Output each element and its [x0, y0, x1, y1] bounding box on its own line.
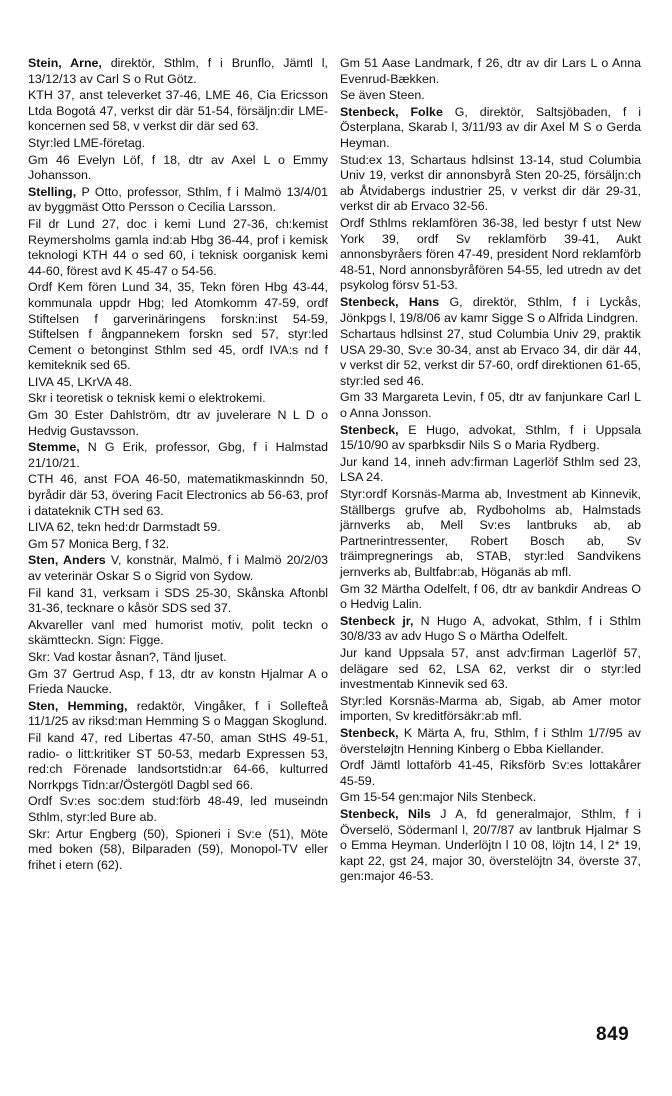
entry-text: J A, fd generalmajor, Sthlm, f i Överselö, Södermanl l, 20/7/87 av lantbruk Hjalmar S o Emma Heyman. Underlöjtn l 10 08, löjtn 14, l 2* 19, kapt 22, gst 24, major 30, överstelöjtn 34, överste 37, gen:major 46-53.: [340, 806, 641, 884]
entry-text: Gm 57 Monica Berg, f 32.: [28, 536, 170, 551]
entry-paragraph: [340, 295, 641, 326]
entry-text: N G Erik, professor, Gbg, f i Halmstad 21/10/21.: [28, 440, 328, 470]
entry-name: Stein, Arne,: [28, 56, 102, 70]
entry-text: Fil kand 31, verksam i SDS 25-30, Skånska Aftonbl 31-36, tecknare o kåsör SDS sed 37.: [28, 585, 328, 616]
page-number: 849: [596, 1024, 630, 1045]
entry-text-paragraph: [340, 487, 641, 581]
entry-text: redaktör, Vingåker, f i Sollefteå 11/1/25 av riksd:man Hemming S o Maggan Skoglund.: [28, 698, 328, 729]
entry-text-paragraph: [28, 520, 328, 536]
entry-text: Gm 30 Ester Dahlström, dtr av juvelerare N L D o Hedvig Gustavsson.: [28, 408, 328, 438]
entry-text-paragraph: [28, 586, 328, 617]
entry-text-paragraph: [28, 88, 328, 135]
entry-text: Gm 51 Aase Landmark, f 26, dtr av dir Lars L o Anna Evenrud-Bækken.: [340, 56, 641, 86]
entry-text: G, direktör, Saltsjöbaden, f i Österplana, Skarab l, 3/11/93 av dir Axel M S o Gerda Heyman.: [340, 104, 641, 150]
entry-text-paragraph: [28, 375, 328, 391]
entry-text-paragraph: [340, 646, 641, 693]
entry-text-paragraph: [340, 56, 641, 87]
entry-text: Gm 15-54 gen:major Nils Stenbeck.: [340, 790, 537, 805]
entry-text: G, direktör, Sthlm, f i Lyckås, Jönkpgs l, 19/8/06 av kamr Sigge S o Alfrida Lindgren.: [340, 294, 641, 325]
entry-text-paragraph: [340, 153, 641, 215]
entry-text: K Märta A, fru, Sthlm, f i Sthlm 1/7/95 av översteløjtn Henning Kinberg o Ebba Kiellander.: [340, 725, 641, 756]
entry-text: LIVA 45, LKrVA 48.: [28, 374, 133, 389]
left-column: [28, 56, 328, 874]
entry-paragraph: [28, 699, 328, 730]
entry-text: Styr:led Korsnäs-Marma ab, Sigab, ab Amer motor importen, Sv kreditförsäkr:ab mfl.: [340, 693, 641, 724]
entry-name: Stenbeck, Hans: [340, 294, 440, 309]
right-column: [340, 56, 641, 886]
entry-name: Sten, Hemming,: [28, 698, 128, 713]
entry-text-paragraph: [28, 794, 328, 825]
entry-text-paragraph: [28, 153, 328, 184]
entry-text: Schartaus hdlsinst 27, stud Columbia Univ 29, praktik USA 29-30, Sv:e 30-34, anst ab Ervaco 34, dir där 44, v verkst dir 52, verkst dir 57-60, ordf direktionen 61-65, styr:led sed 46.: [340, 327, 641, 388]
entry-name: Stemme,: [28, 440, 80, 455]
entry-text-paragraph: [28, 827, 328, 874]
entry-paragraph: [28, 56, 328, 87]
entry-text-paragraph: [340, 758, 641, 789]
entry-name: Stenbeck,: [340, 725, 399, 740]
entry-text: Skr i teoretisk o teknisk kemi o elektrokemi.: [28, 391, 266, 406]
entry-name: Stenbeck jr,: [340, 613, 414, 628]
entry-name: Stenbeck, Nils: [340, 806, 431, 821]
entry-paragraph: [340, 726, 641, 757]
entry-text: Jur kand 14, inneh adv:firman Lagerlöf Sthlm sed 23, LSA 24.: [340, 454, 641, 485]
entry-name: Stenbeck, Folke: [340, 104, 443, 119]
entry-text-paragraph: [340, 88, 641, 104]
entry-text-paragraph: [28, 408, 328, 439]
entry-paragraph: [340, 105, 641, 152]
entry-text: Fil kand 47, red Libertas 47-50, aman StHS 49-51, radio- o litt:kritiker ST 50-53, medarb Expressen 53, red:ch Förenade landsortstidn:ar 64-66, kulturred Norrkpgs Tidn:ar/Östergötl Dagbl sed 66.: [28, 730, 328, 792]
entry-paragraph: [28, 185, 328, 216]
entry-name: Stelling,: [28, 184, 77, 199]
entry-text: Ordf Jämtl lottaförb 41-45, Riksförb Sv:es lottakårer 45-59.: [340, 758, 641, 788]
entry-text-paragraph: [28, 217, 328, 279]
entry-text: Gm 32 Märtha Odelfelt, f 06, dtr av bankdir Andreas O o Hedvig Lalin.: [340, 581, 641, 612]
entry-text-paragraph: [28, 136, 328, 152]
entry-text: V, konstnär, Malmö, f i Malmö 20/2/03 av veterinär Oskar S o Sigrid von Sydow.: [28, 553, 328, 583]
entry-paragraph: [340, 614, 641, 645]
entry-text: Jur kand Uppsala 57, anst adv:firman Lagerlöf 57, delägare sed 62, LSA 62, verkst dir o styr:led investmentab Kinnevik sed 63.: [340, 645, 641, 692]
entry-text: Fil dr Lund 27, doc i kemi Lund 27-36, ch:kemist Reymersholms gamla ind:ab Hbg 36-44, prof i kemisk teknologi KTH 44 o sed 60, i teknisk oorganisk kemi 44-60, förest avd K 45-47 o 54-56.: [28, 216, 328, 278]
entry-text: Akvareller vanl med humorist motiv, polit teckn o skämtteckn. Sign: Figge.: [28, 617, 328, 648]
entry-text: Skr: Vad kostar åsnan?, Tänd ljuset.: [28, 649, 227, 664]
entry-name: Sten, Anders: [28, 553, 106, 568]
entry-text: Ordf Sthlms reklamfören 36-38, led bestyr f utst New York 39, ordf Sv reklamförb 39-41, Aukt annonsbyråers fören 47-49, president Nord reklamförb 48-51, Nord annonsbyråfören 54-55, led utredn av det psykolog försv 51-53.: [340, 215, 641, 293]
entry-text-paragraph: [340, 327, 641, 389]
entry-text: Stud:ex 13, Schartaus hdlsinst 13-14, stud Columbia Univ 19, verkst dir annonsbyrå Sten 20-25, försäljn:ch ab Åtvidabergs industrier 25, v verkst dir där 29-31, verkst dir ab Ervaco 32-56.: [340, 152, 641, 214]
entry-text-paragraph: [28, 618, 328, 649]
entry-text: Styr:led LME-företag.: [28, 135, 146, 150]
entry-text-paragraph: [340, 694, 641, 725]
entry-paragraph: [28, 440, 328, 471]
entry-text-paragraph: [340, 455, 641, 486]
entry-text-paragraph: [340, 790, 641, 806]
entry-text: N Hugo A, advokat, Sthlm, f i Sthlm 30/8/33 av adv Hugo S o Märtha Odelfelt.: [340, 613, 641, 644]
entry-text-paragraph: [28, 280, 328, 374]
entry-text: Skr: Artur Engberg (50), Spioneri i Sv:e (51), Möte med boken (58), Bilparaden (59), Monopol-TV eller frihet i etern (62).: [28, 826, 328, 872]
entry-text-paragraph: [340, 216, 641, 294]
entry-text-paragraph: [28, 537, 328, 553]
entry-text-paragraph: [340, 390, 641, 421]
entry-text-paragraph: [340, 582, 641, 613]
entry-text: Ordf Sv:es soc:dem stud:förb 48-49, led museindn Sthlm, styr:led Bure ab.: [28, 794, 328, 824]
entry-text: CTH 46, anst FOA 46-50, matematikmaskinndn 50, byrådir där 53, övering Facit Electronics ab 56-63, prof i datateknik CTH sed 63.: [28, 472, 328, 518]
entry-text: Gm 33 Margareta Levin, f 05, dtr av fanjunkare Carl L o Anna Jonsson.: [340, 390, 641, 421]
entry-text: Se även Steen.: [340, 88, 425, 103]
entry-text: Gm 46 Evelyn Löf, f 18, dtr av Axel L o Emmy Johansson.: [28, 152, 328, 183]
entry-paragraph: [340, 807, 641, 885]
entry-text: Gm 37 Gertrud Asp, f 13, dtr av konstn Hjalmar A o Frieda Naucke.: [28, 666, 328, 697]
entry-text-paragraph: [28, 391, 328, 407]
entry-text: Ordf Kem fören Lund 34, 35, Tekn fören Hbg 43-44, kommunala uppdr Hbg; led Atomkomm 47-59, ordf Stiftelsen f garverinäringens forskn:inst 54-59, Stiftelsen f ångpannekem forskn sed 57, styr:led Cement o betonginst Sthlm sed 45, ordf IVA:s nd f kemiteknik sed 65.: [28, 280, 328, 373]
entry-name: Stenbeck,: [340, 422, 399, 437]
entry-text-paragraph: [28, 731, 328, 793]
entry-text-paragraph: [28, 650, 328, 666]
entry-text: KTH 37, anst televerket 37-46, LME 46, Cia Ericsson Ltda Bogotá 47, verkst dir där 51-54, försäljn:dir LME-koncernen sed 58, v verkst dir där sed 63.: [28, 88, 328, 134]
entry-paragraph: [340, 423, 641, 454]
entry-text: P Otto, professor, Sthlm, f i Malmö 13/4/01 av byggmäst Otto Persson o Cecilia Larsson.: [28, 184, 328, 215]
entry-text: E Hugo, advokat, Sthlm, f i Uppsala 15/10/90 av sparbksdir Nils S o Maria Rydberg.: [340, 422, 641, 453]
entry-text-paragraph: [28, 667, 328, 698]
entry-text: direktör, Sthlm, f i Brunflo, Jämtl l, 13/12/13 av Carl S o Rut Götz.: [28, 56, 328, 86]
entry-paragraph: [28, 553, 328, 584]
entry-text: Styr:ordf Korsnäs-Marma ab, Investment ab Kinnevik, Ställbergs grufve ab, Rydboholms ab, Halmstads järnverks ab, Mell Sv:es lantbruks ab, ab Partnerintressenter, Robert Bosch ab, Sv träimpregnerings ab, STAB, styr:led Sandvikens jernverks ab, Bultfabr:ab, Höganäs ab mfl.: [340, 487, 641, 579]
entry-text: LIVA 62, tekn hed:dr Darmstadt 59.: [28, 520, 221, 535]
entry-text-paragraph: [28, 472, 328, 519]
